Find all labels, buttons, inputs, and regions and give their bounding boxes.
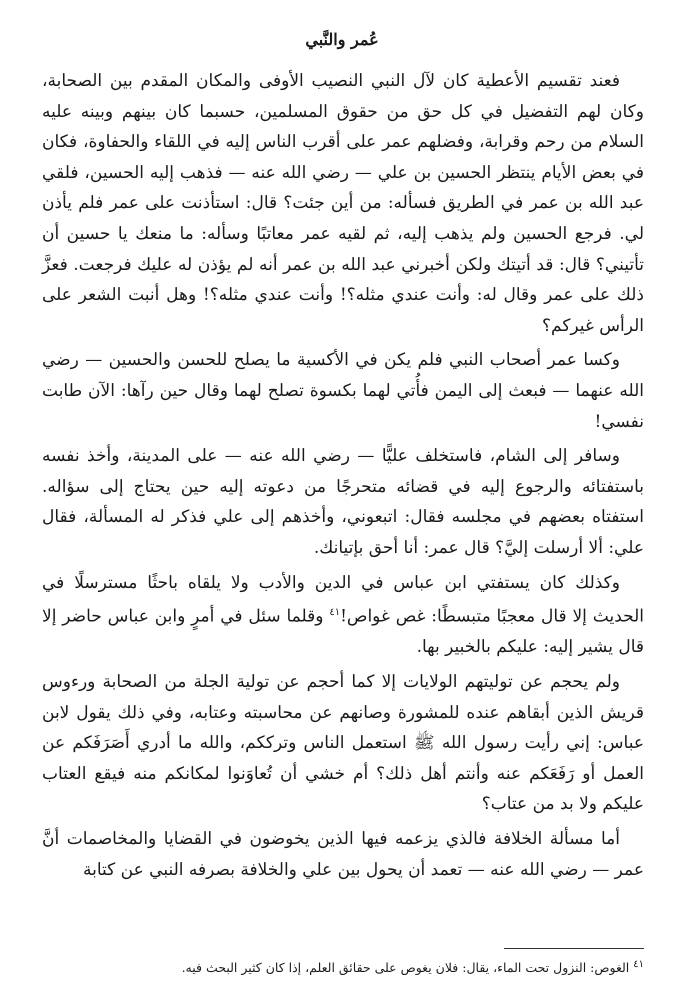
paragraph: وسافر إلى الشام، فاستخلف عليًّا — رضي الله عنه — على المدينة، وأخذ نفسه باستفتائه والرجوع إليه في قضائه متحرجًا من دعوته إليه حين يحتاج إلى سؤاله. استفتاه بعضهم في مجلسه فقال: اتبعوني، وأخذهم إلى علي فذكر له المسألة، فقال علي: ألا أرسلت إليَّ؟ قال عمر: أنا أحق بإتيانك. [42, 446, 644, 558]
body-text [42, 66, 644, 889]
paragraph: فعند تقسيم الأعطية كان لآل النبي النصيب الأوفى والمكان المقدم بين الصحابة، وكان لهم التفضيل في كل حق من حقوق المسلمين، حسبما كان بينهم وبينه عليه السلام من رحم وقرابة، وفضلهم عمر على أقرب الناس إليه في اللقاء والحفاوة، فكان في بعض الأيام ينتظر الحسين بن علي — رضي الله عنه — فذهب إليه الحسين، فلقي عبد الله بن عمر في الطريق فسأله: من أين جئت؟ قال: استأذنت على عمر فلم يأذن لي. فرجع الحسين ولم يذهب إليه، ثم لقيه عمر معاتبًا وسأله: ما منعك يا حسين أن تأتيني؟ قال: قد أتيتك ولكن أخبرني عبد الله بن عمر أنه لم يؤذن له عليك فرجعت. فعزَّ ذلك على عمر وقال له: وأنت عندي مثله؟! وأنت عندي مثله؟! وهل أنبت الشعر على الرأس غيركم؟ [42, 71, 644, 336]
paragraph [42, 568, 644, 663]
paragraph: وكسا عمر أصحاب النبي فلم يكن في الأكسية ما يصلح للحسن والحسين — رضي الله عنهما — فبعث إلى اليمن فأُتي لهما بكسوة تصلح لهما وقال حين رآها: الآن طابت نفسي! [42, 350, 644, 432]
footnote-reference: ٤١ [329, 607, 341, 619]
paragraph: أما مسألة الخلافة فالذي يزعمه فيها الذين يخوضون في القضايا والمخاصمات أنَّ عمر — رضي الله عنه — تعمد أن يحول بين علي والخلافة بصرفه النبي عن كتابة [42, 828, 644, 880]
running-header: عُمر والنَّبي [305, 30, 379, 49]
footnote [42, 956, 644, 977]
footnote-number: ٤١ [633, 959, 644, 970]
footnote-text: الغوص: النزول تحت الماء، يقال: فلان يغوص على حقائق العلم، إذا كان كثير البحث فيه. [181, 960, 630, 976]
paragraph-text: وقلما سئل في أمرٍ وابن عباس حاضر إلا قال يشير إليه: عليكم بالخبير بها. [42, 606, 644, 658]
paragraph-text: وكذلك كان يستفتي ابن عباس في الدين والأدب ولا يلقاه باحثًا مسترسلًا في الحديث إلا قال معجبًا متبسطًا: غص غواص! [42, 572, 644, 627]
footnote-divider [504, 948, 644, 949]
paragraph: ولم يحجم عن توليتهم الولايات إلا كما أحجم عن تولية الجلة من الصحابة ورءوس قريش الذين أبقاهم عنده للمشورة وصانهم عن محاسبته وعتابه، وفي ذلك يقول لابن عباس: إني رأيت رسول الله ﷺ استعمل الناس وترككم، والله ما أدري أَصَرَفَكم عن العمل أو رَفَعَكم عنه وأنتم أهل ذلك؟ أم خشي أن تُعاوَنوا لمكانكم منه فيقع العتاب عليكم ولا بد من عتاب؟ [42, 671, 644, 815]
